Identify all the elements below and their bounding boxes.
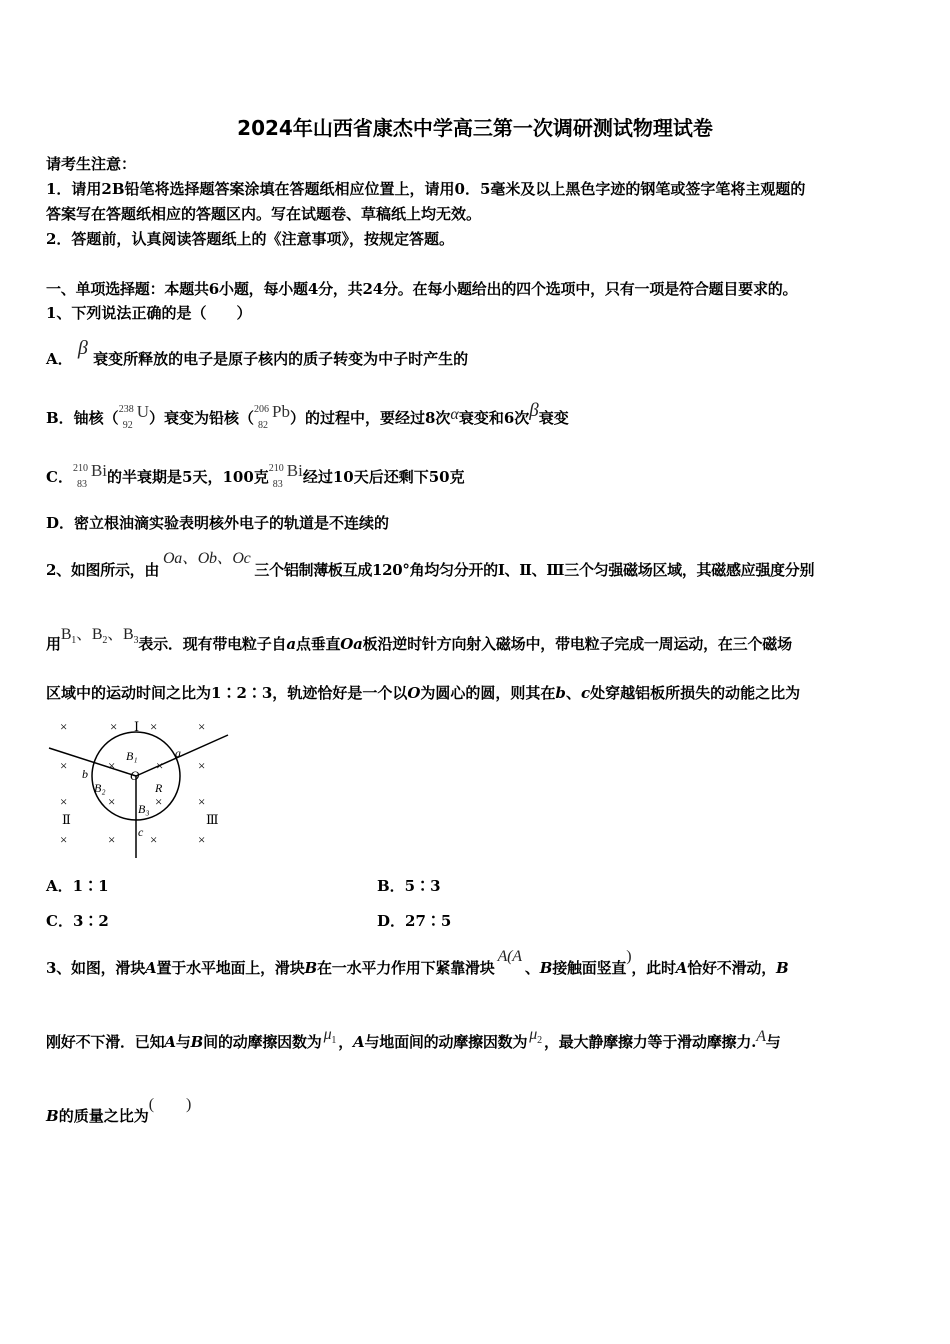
mu1-sub: 1 — [331, 1035, 337, 1046]
block-a-4: A — [353, 1033, 365, 1051]
q3-paren: ) — [626, 948, 632, 965]
cross-mark: × — [198, 719, 206, 734]
b3-symbol: B — [123, 626, 134, 643]
o-label: O — [130, 768, 140, 783]
block-a: A — [145, 959, 157, 977]
q1-option-c — [46, 461, 465, 490]
cross-mark: × — [60, 719, 68, 734]
block-a-5: A — [756, 1028, 766, 1045]
region-2-label: Ⅱ — [62, 812, 71, 827]
q3-line1-e: 接触面竖直 — [552, 959, 627, 977]
b-sep-2: 、 — [107, 626, 124, 643]
plate-oa-line — [136, 735, 228, 776]
q1-option-b — [46, 400, 569, 431]
notice-item-1a: 1．请用2B铅笔将选择题答案涂填在答题纸相应位置上，请用0．5毫米及以上黑色字迹的钢笔或签字笔将主观题的 — [46, 180, 806, 198]
q2-option-d: D．27∶5 — [377, 912, 452, 930]
block-b: B — [304, 959, 317, 977]
q3-line1-g: 恰好不滑动， — [687, 959, 777, 977]
r-label: R — [155, 781, 163, 795]
q2-plates-math: Oa、Ob、Oc — [163, 550, 251, 567]
cross-mark: × — [150, 832, 158, 847]
q3-line2-d: ， — [338, 1033, 354, 1051]
cross-mark: × — [108, 832, 116, 847]
mu2-sub: 2 — [537, 1035, 542, 1046]
q2-option-a: A．1∶1 — [46, 877, 109, 895]
q3-math-a: A(A — [497, 948, 522, 965]
q3-line1-c: 在一水平力作用下紧靠滑块 — [317, 959, 495, 977]
point-a: a — [286, 635, 296, 653]
bi-symbol-2: Bi — [286, 461, 303, 480]
cross-mark: × — [108, 758, 116, 773]
u-z: 92 — [122, 420, 133, 431]
q1-option-a — [46, 337, 469, 369]
pb-mass: 206 — [253, 404, 269, 415]
bi-symbol: Bi — [90, 461, 108, 480]
option-c-end: 经过10天后还剩下50克 — [302, 468, 465, 486]
q2-line2-d: 板沿逆时针方向射入磁场中，带电粒子完成一周运动，在三个磁场 — [362, 635, 792, 653]
magnetic-field-figure — [46, 712, 236, 864]
option-c-label: C． — [46, 468, 73, 486]
bi-mass: 210 — [72, 463, 88, 474]
cross-mark: × — [60, 832, 68, 847]
u-symbol: U — [136, 402, 149, 421]
bi-mass-2: 210 — [268, 463, 284, 474]
q3-line2-g: 与 — [765, 1033, 781, 1051]
q3-line-1 — [46, 948, 789, 979]
q3-line1-b: 置于水平地面上，滑块 — [156, 959, 305, 977]
notice-item-2: 2．答题前，认真阅读答题纸上的《注意事项》，按规定答题。 — [46, 230, 454, 248]
q3-line2-c: 间的动摩擦因数为 — [203, 1033, 322, 1051]
b-sep-1: 、 — [76, 626, 92, 643]
alpha-symbol: α — [450, 406, 459, 423]
beta-symbol: β — [77, 337, 88, 359]
q2-line1-a: 2、如图所示，由 — [46, 561, 160, 579]
plate-oa: Oa — [340, 635, 363, 653]
cross-mark: × — [198, 832, 206, 847]
center-o: O — [407, 684, 421, 702]
cross-mark: × — [198, 794, 206, 809]
q2-line3-sep: 、 — [565, 684, 581, 702]
q2-line2-a: 用 — [46, 635, 61, 653]
c-label: c — [138, 825, 144, 839]
q2-option-b: B．5∶3 — [377, 877, 441, 895]
q2-line2-b: 表示．现有带电粒子自 — [138, 635, 287, 653]
option-b-label: B．铀核（ — [46, 409, 119, 427]
bismuth-nuclide — [72, 461, 108, 490]
b2-sub: 2 — [102, 635, 108, 646]
b2-label: B₂ — [94, 781, 106, 795]
q2-line-1 — [46, 550, 815, 581]
cross-mark: × — [108, 794, 116, 809]
option-a-text: 衰变所释放的电子是原子核内的质子转变为中子时产生的 — [93, 350, 469, 368]
b2-symbol: B — [91, 626, 103, 643]
notice-item-1b: 答案写在答题纸相应的答题区内。写在试题卷、草稿纸上均无效。 — [46, 205, 482, 223]
point-c: c — [580, 684, 591, 702]
mu2: μ — [529, 1026, 538, 1043]
option-b-mid: ）衰变为铅核（ — [148, 409, 254, 427]
cross-mark: × — [60, 758, 68, 773]
option-a-label: A． — [46, 350, 73, 368]
block-b-2: B — [539, 959, 553, 977]
q1-stem: 1、下列说法正确的是（ ） — [46, 304, 252, 322]
pb-z: 82 — [257, 420, 268, 431]
cross-mark: × — [156, 758, 164, 773]
q2-line2-c: 点垂直 — [295, 635, 341, 653]
option-b-mid3: 衰变和6次 — [458, 409, 530, 427]
b3-label: B₃ — [138, 802, 150, 816]
cross-mark: × — [155, 794, 163, 809]
block-b-3: B — [776, 959, 789, 977]
lead-nuclide — [253, 402, 290, 431]
a-label: a — [175, 746, 181, 760]
option-b-end: 衰变 — [538, 409, 569, 427]
q2-line-3 — [46, 683, 800, 703]
page-title: 2024年山西省康杰中学高三第一次调研测试物理试卷 — [237, 116, 713, 140]
pb-symbol: Pb — [271, 402, 290, 421]
block-a-3: A — [164, 1033, 176, 1051]
q2-line3-a: 区域中的运动时间之比为1∶2∶3，轨迹恰好是一个以 — [46, 684, 408, 702]
b3-sub: 3 — [133, 635, 139, 646]
q3-line2-f: ，最大静摩擦力等于滑动摩擦力. — [543, 1033, 757, 1051]
bi-z-2: 83 — [272, 479, 283, 490]
q2-line1-b: 三个铝制薄板互成120°角均匀分开的Ⅰ、Ⅱ、Ⅲ三个匀强磁场区域，其磁感应强度分别 — [254, 561, 815, 579]
cross-mark: × — [60, 794, 68, 809]
uranium-nuclide — [118, 402, 149, 431]
q2-line3-b: 为圆心的圆，则其在 — [420, 684, 556, 702]
cross-mark: × — [110, 719, 118, 734]
section-heading: 一、单项选择题：本题共6小题，每小题4分，共24分。在每小题给出的四个选项中，只有一项是符合题目要求的。 — [46, 280, 798, 298]
cross-mark: × — [150, 719, 158, 734]
notice-heading: 请考生注意： — [46, 155, 137, 173]
option-c-mid: 的半衰期是5天，100克 — [107, 468, 269, 486]
beta-symbol-2: β — [529, 400, 539, 421]
q2-option-c: C．3∶2 — [46, 912, 109, 930]
bismuth-nuclide-2 — [268, 461, 303, 490]
bi-z: 83 — [76, 479, 87, 490]
q3-line1-a: 3、如图，滑块 — [46, 959, 146, 977]
q2-line3-c: 处穿越铝板所损失的动能之比为 — [590, 684, 801, 702]
q3-line-2 — [46, 1026, 781, 1059]
block-a-2: A — [675, 959, 688, 977]
q3-line1-f: ，此时 — [631, 959, 676, 977]
b1-symbol: B — [60, 626, 72, 643]
block-b-5: B — [46, 1107, 59, 1125]
mu1-symbol — [323, 1026, 337, 1046]
mu1: μ — [323, 1026, 332, 1043]
b1-sub: 1 — [71, 635, 77, 646]
q2-line-2 — [46, 626, 792, 661]
point-b: b — [555, 684, 566, 702]
region-1-label: Ⅰ — [134, 719, 140, 734]
region-3-label: Ⅲ — [206, 812, 219, 827]
block-b-4: B — [190, 1033, 204, 1051]
option-b-mid2: ）的过程中，要经过8次 — [289, 409, 451, 427]
cross-mark: × — [198, 758, 206, 773]
q2-field-symbols — [60, 626, 139, 646]
q3-line1-d: 、 — [524, 959, 540, 977]
q3-line-3 — [46, 1096, 192, 1127]
q3-line2-e: 与地面间的动摩擦因数为 — [364, 1033, 528, 1051]
u-mass: 238 — [118, 404, 134, 415]
q3-line3-a: 的质量之比为 — [58, 1107, 149, 1125]
b1-label: B₁ — [126, 749, 138, 763]
mu2-symbol — [529, 1026, 542, 1046]
q3-line2-b: 与 — [175, 1033, 191, 1051]
q3-line2-a: 刚好不下滑．已知 — [46, 1033, 165, 1051]
q3-answer-paren: ( ) — [148, 1096, 192, 1113]
b-label: b — [82, 767, 88, 781]
q1-option-d: D．密立根油滴实验表明核外电子的轨道是不连续的 — [46, 514, 390, 532]
